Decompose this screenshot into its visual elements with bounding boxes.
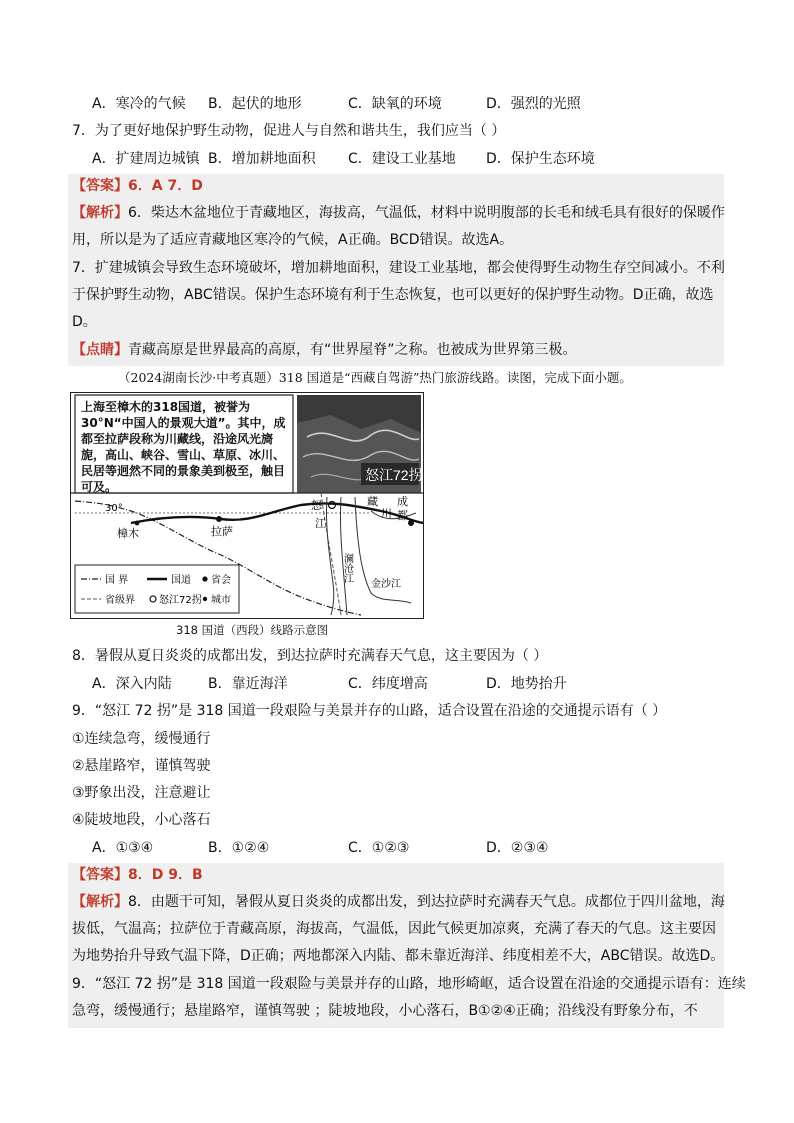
analysis-line-2: 用，所以是为了适应青藏地区寒冷的气候，A正确。BCD错误。故选A。	[72, 232, 514, 248]
q9-option-d: D．②③④	[486, 840, 549, 856]
lat-label: 30°	[105, 503, 123, 514]
jinsha-label: 金沙江	[371, 579, 401, 590]
analysis-text: 6．柴达木盆地位于青藏地区，海拔高，气温低，材料中说明腹部的长毛和绒毛具有很好的保暖作	[128, 205, 725, 221]
analysis-tag: 【解析】	[72, 205, 128, 221]
legend-nujiang72: 怒江72拐	[159, 595, 202, 606]
route-map-figure	[70, 392, 424, 619]
legend-capital-sym	[202, 576, 207, 581]
q8-option-a: A．深入内陆	[92, 676, 172, 692]
chengdu-label-a: 成	[397, 495, 408, 508]
analysis2-line-3: 为地势抬升导致气温下降，D正确；两地都深入内陆、都未靠近海洋、纬度相差不大，ABC错误。故选D。	[72, 948, 725, 964]
answer-line-1	[72, 176, 203, 196]
q9-option-c: C．①②③	[348, 840, 410, 856]
nujiang-river	[326, 497, 333, 615]
chengdu-label-b: 都	[397, 509, 408, 522]
lhasa-label: 拉萨	[211, 525, 233, 538]
zhangmu-dot	[135, 521, 140, 526]
answer-text: 6．A 7．D	[128, 178, 203, 194]
provincial-border	[321, 493, 341, 615]
q7-option-b: B．增加耕地面积	[208, 151, 316, 167]
answer-tag: 【答案】	[72, 867, 128, 883]
legend-capital: 省会	[211, 575, 231, 586]
q5-option-b: B．起伏的地形	[208, 96, 302, 112]
nu-label: 怒	[311, 499, 322, 512]
q7-stem: 7．为了更好地保护野生动物，促进人与自然和谐共生，我们应当（ ）	[72, 123, 506, 139]
q5-option-c: C．缺氧的环境	[348, 96, 442, 112]
analysis-line-5: D。	[72, 314, 97, 330]
answer-line-2	[72, 865, 203, 885]
analysis2-line-1	[72, 892, 725, 912]
q8-option-c: C．纬度增高	[348, 676, 428, 692]
analysis-line-1	[72, 203, 725, 223]
q9-item-4: ④陡坡地段，小心落石	[72, 812, 211, 828]
q7-option-c: C．建设工业基地	[348, 151, 456, 167]
answer-text: 8．D 9．B	[128, 867, 203, 883]
legend-city-sym	[203, 597, 207, 601]
zhangmu-label: 樟木	[117, 527, 139, 540]
q9-item-2: ②悬崖路窄，谨慎驾驶	[72, 758, 211, 774]
legend-national-road: 国道	[171, 575, 191, 586]
photo-label: 怒江72拐	[365, 467, 423, 483]
source-line: （2024湖南长沙·中考真题）318 国道是“西藏自驾游”热门旅游线路。读图，完成下面小题。	[118, 370, 632, 385]
q8-stem: 8．暑假从夏日炎炎的成都出发，到达拉萨时充满春天气息，这主要因为（ ）	[72, 648, 548, 664]
analysis-text: 8．由题干可知，暑假从夏日炎炎的成都出发，到达拉萨时充满春天气息。成都位于四川盆地，海	[128, 894, 725, 910]
q9-stem: 9．“怒江 72 拐”是 318 国道一段艰险与美景并存的山路，适合设置在沿途的交通提示语有（ ）	[72, 703, 667, 719]
point-text: 青藏高原是世界最高的高原，有“世界屋脊”之称。也被成为世界第三极。	[128, 342, 577, 358]
analysis2-line-5: 急弯，缓慢通行；悬崖路窄，谨慎驾驶 ；陡坡地段，小心落石，B①②④正确；沿线没有野象分布，不	[72, 1003, 698, 1019]
map-textbox: 上海至樟木的318国道，被誉为30°N“中国人的景观大道”。其中，成都至拉萨段称为川藏线，沿途风光旖旎，高山、峡谷、雪山、草原、冰川、民居等迥然不同的景象美到极至，触目可及。	[81, 400, 286, 494]
jiang-label: 江	[315, 517, 326, 530]
zang-label: 藏	[367, 495, 378, 508]
legend-city: 城市	[211, 595, 231, 606]
lancang-label: 澜沧江	[341, 553, 353, 583]
q7-option-a: A．扩建周边城镇	[92, 151, 200, 167]
analysis2-line-4: 9．“怒江 72 拐”是 318 国道一段艰险与美景并存的山路，地形崎岖，适合设置在沿途的交通提示语有：连续	[72, 976, 746, 992]
lhasa-dot	[216, 516, 222, 522]
answer-tag: 【答案】	[72, 178, 128, 194]
point-tag: 【点睛】	[72, 342, 128, 358]
analysis-line-3: 7．扩建城镇会导致生态环境破坏，增加耕地面积，建设工业基地，都会使得野生动物生存空间减小。不利	[72, 260, 725, 276]
chengdu-dot	[408, 520, 414, 526]
q9-option-b: B．①②④	[208, 840, 270, 856]
q9-option-a: A．①③④	[92, 840, 154, 856]
q8-option-b: B．靠近海洋	[208, 676, 288, 692]
map-caption: 318 国道（西段）线路示意图	[176, 623, 329, 637]
legend-provincial-border: 省级界	[105, 595, 135, 606]
analysis-tag: 【解析】	[72, 894, 128, 910]
q5-option-a: A．寒冷的气候	[92, 96, 186, 112]
map-svg	[71, 393, 423, 618]
analysis-line-4: 于保护野生动物，ABC错误。保护生态环境有利于生态恢复，也可以更好的保护野生动物。D正确，故选	[72, 287, 714, 303]
legend-national-border: 国 界	[105, 575, 129, 586]
textbox-border	[75, 395, 293, 493]
analysis2-line-2: 拔低，气温高；拉萨位于青藏高原，海拔高，气温低，因此气候更加凉爽，充满了春天的气息。这主要因	[72, 921, 716, 937]
q9-item-1: ①连续急弯，缓慢通行	[72, 731, 211, 747]
q7-option-d: D．保护生态环境	[486, 151, 595, 167]
q5-option-d: D．强烈的光照	[486, 96, 581, 112]
q8-option-d: D．地势抬升	[486, 676, 567, 692]
q9-item-3: ③野象出没，注意避让	[72, 785, 211, 801]
point-line	[72, 340, 577, 360]
chuan-label: 川	[381, 507, 392, 520]
